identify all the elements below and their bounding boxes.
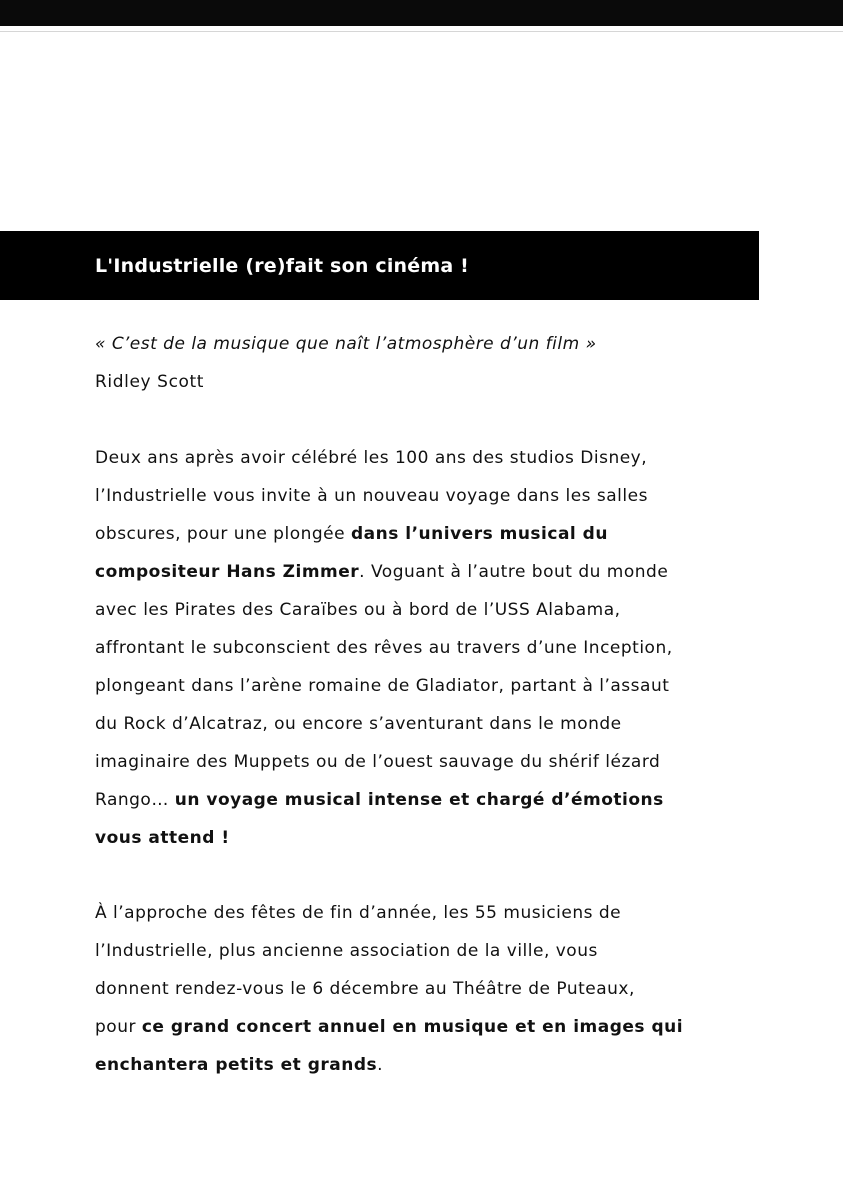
text-line bbox=[95, 819, 767, 857]
bold-text: un voyage musical intense et chargé d’émotions bbox=[174, 790, 664, 810]
bold-text: compositeur Hans Zimmer bbox=[95, 562, 360, 582]
bold-text: dans l’univers musical du bbox=[350, 524, 608, 544]
text-segment: . Voguant à l’autre bout du monde bbox=[359, 562, 669, 582]
article-body bbox=[95, 330, 767, 1084]
top-divider bbox=[0, 31, 843, 32]
paragraph-concert bbox=[95, 894, 767, 1084]
text-line: plongeant dans l’arène romaine de Gladiator, partant à l’assaut bbox=[95, 676, 670, 696]
text-line bbox=[95, 1008, 767, 1046]
bold-text: vous attend ! bbox=[95, 828, 230, 848]
text-segment: Rango… bbox=[95, 790, 175, 810]
top-bar bbox=[0, 0, 843, 26]
text-line: À l’approche des fêtes de fin d’année, les 55 musiciens de bbox=[95, 903, 622, 923]
page-title: L'Industrielle (re)fait son cinéma ! bbox=[95, 254, 470, 277]
text-line: affrontant le subconscient des rêves au travers d’une Inception, bbox=[95, 638, 673, 658]
text-line: avec les Pirates des Caraïbes ou à bord de l’USS Alabama, bbox=[95, 600, 621, 620]
text-line bbox=[95, 1046, 767, 1084]
text-line: l’Industrielle, plus ancienne association de la ville, vous bbox=[95, 941, 598, 961]
text-line: Deux ans après avoir célébré les 100 ans des studios Disney, bbox=[95, 448, 648, 468]
title-banner bbox=[0, 231, 759, 300]
text-line bbox=[95, 781, 767, 819]
quote-author: Ridley Scott bbox=[95, 372, 205, 392]
text-line: donnent rendez-vous le 6 décembre au Théâtre de Puteaux, bbox=[95, 979, 635, 999]
text-line: imaginaire des Muppets ou de l’ouest sauvage du shérif lézard bbox=[95, 752, 661, 772]
text-segment: . bbox=[377, 1055, 384, 1075]
text-segment: obscures, pour une plongée bbox=[95, 524, 351, 544]
text-line bbox=[95, 553, 767, 591]
text-segment: pour bbox=[95, 1017, 142, 1037]
bold-text: enchantera petits et grands bbox=[95, 1055, 378, 1075]
text-line bbox=[95, 515, 767, 553]
paragraph-intro bbox=[95, 439, 767, 857]
text-line: l’Industrielle vous invite à un nouveau voyage dans les salles bbox=[95, 486, 648, 506]
bold-text: ce grand concert annuel en musique et en images qui bbox=[141, 1017, 684, 1037]
text-line: du Rock d’Alcatraz, ou encore s’aventurant dans le monde bbox=[95, 714, 622, 734]
quote-text: « C’est de la musique que naît l’atmosphère d’un film » bbox=[95, 334, 597, 354]
